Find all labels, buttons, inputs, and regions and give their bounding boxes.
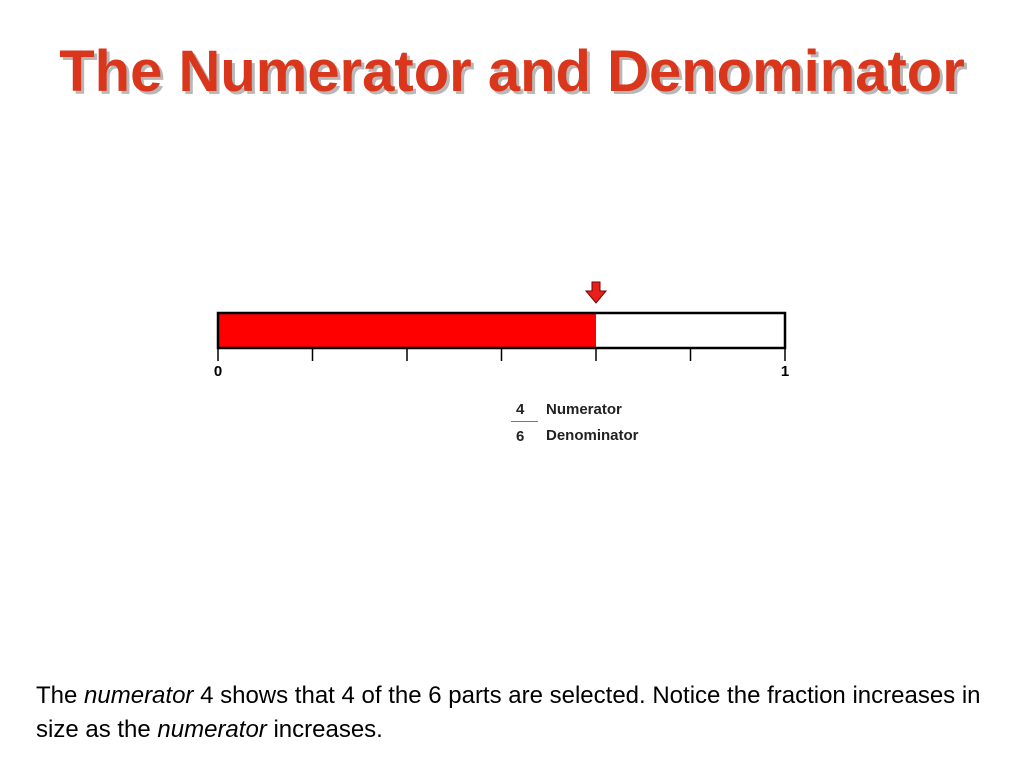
end-label: 1 [780, 363, 790, 380]
numerator-label: Numerator [546, 401, 622, 418]
denominator-label: Denominator [546, 427, 639, 444]
down-arrow-icon [586, 282, 606, 303]
fraction-numerator: 4 [516, 401, 525, 418]
fraction-legend [508, 398, 708, 450]
caption-part-3: increases. [266, 716, 383, 743]
selected-parts-fill [218, 313, 596, 348]
start-label: 0 [213, 363, 223, 380]
caption-part-2: 4 shows that 4 of the 6 parts are selected. Notice the fraction increases in size as the [36, 682, 981, 743]
caption-text [36, 679, 996, 747]
caption-part-1: The [36, 682, 85, 709]
slide-title: The Numerator and Denominator [59, 39, 965, 104]
fraction-denominator: 6 [516, 428, 525, 445]
fraction-bar [511, 421, 538, 422]
caption-italic-numerator-1: numerator [84, 682, 194, 709]
caption-italic-numerator-2: numerator [157, 716, 267, 743]
